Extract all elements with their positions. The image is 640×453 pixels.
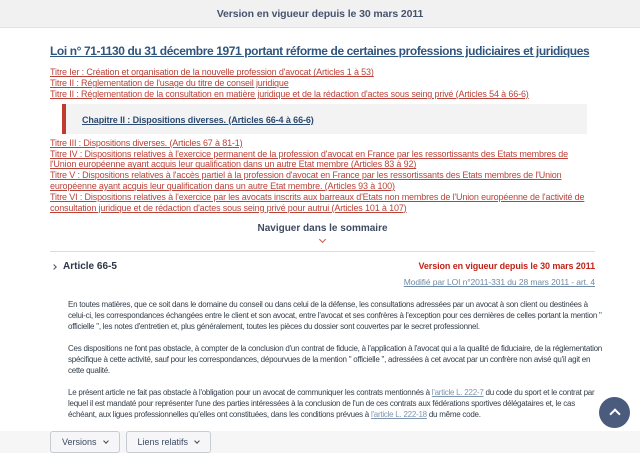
toc-link-titre-2-consultation[interactable]: Titre II : Réglementation de la consultation en matière juridique et de la rédaction d'actes sous seing privé (Articles 54 à 66-6) (50, 88, 529, 99)
liens-relatifs-button[interactable] (126, 431, 212, 453)
chevron-down-icon (103, 439, 109, 445)
article-paragraph-2: Ces dispositions ne font pas obstacle, à compter de la conclusion d'un contrat de fiducie, à l'application à l'avocat qui a la qualité de fiduciaire, de la réglementation spécifique à cette activité, sauf pour les correspondances, dépourvues de la mention " officielle ", adressées à cet avocat par un confrère non avisé qu'il agit en cette qualité. (68, 344, 602, 376)
chevron-right-icon (51, 264, 57, 270)
document-title-link[interactable]: Loi n° 71-1130 du 31 décembre 1971 portant réforme de certaines professions judiciaires et juridiques (50, 44, 590, 58)
toc-current-chapter[interactable] (62, 104, 587, 134)
article-paragraph-1: En toutes matières, que ce soit dans le domaine du conseil ou dans celui de la défense, les consultations adressées par un avocat à son client ou destinées à celui-ci, les correspondances échangées entre le client et son avocat, entre l'avocat et ses confrères à l'exception pour ces dernières de celles portant la mention " officielle ", les notes d'entretien et, plus généralement, toutes les pièces du dossier sont couvertes par le secret professionnel. (68, 300, 602, 332)
toc-link-titre-1er[interactable]: Titre Ier : Création et organisation de la nouvelle profession d'avocat (Articles 1 à 53) (50, 67, 374, 78)
paragraph-text: du même code. (426, 410, 481, 420)
chevron-down-icon (319, 236, 326, 243)
article-header (50, 261, 595, 290)
article-l222-7-link[interactable]: l'article L. 222-7 (431, 388, 484, 398)
article-title[interactable] (50, 261, 117, 272)
scroll-to-top-button[interactable] (599, 397, 630, 428)
article-l222-18-link[interactable]: l'article L. 222-18 (370, 410, 427, 420)
toc-link-titre-5[interactable]: Titre V : Dispositions relatives à l'accès partiel à la profession d'avocat en France par les ressortissants des Etats membres de l'Union européenne ayant acquis leur qualification dans un autre Etat membre. (Articles 93 à 100) (50, 170, 562, 191)
navigate-summary-label: Naviguer dans le sommaire (257, 223, 388, 235)
article-actions (50, 431, 595, 453)
chevron-up-icon (609, 408, 620, 419)
navigate-summary-toggle[interactable] (50, 223, 595, 242)
toc-link-chapitre-2[interactable]: Chapitre II : Dispositions diverses. (Articles 66-4 à 66-6) (82, 114, 314, 125)
liens-relatifs-button-label: Liens relatifs (137, 437, 189, 448)
paragraph-text: du code du sport et le contrat par lequel il est mandaté pour représenter l'une des parties intéressées à la conclusion de l'un de ces contrats aux fédérations sportives délégataires et, le cas échéant, aux ligues professionnelles qu'elles ont constituées, dans les conditions prévues à (68, 388, 595, 420)
versions-button[interactable] (50, 431, 120, 453)
table-of-contents-top (50, 67, 595, 99)
version-banner (0, 0, 640, 28)
article-meta (404, 261, 595, 290)
article-title-label: Article 66-5 (63, 261, 117, 273)
article-version-status: Version en vigueur depuis le 30 mars 2011 (418, 261, 595, 272)
toc-link-titre-6[interactable]: Titre VI : Dispositions relatives à l'exercice par les avocats inscrits aux barreaux d'Etats non membres de l'Union européenne de l'activité de consultation juridique et de rédaction d'actes sous seing privé pour autrui (Articles 101 à 107) (50, 191, 585, 213)
modified-by-link[interactable]: Modifié par LOI n°2011-331 du 28 mars 2011 - art. 4 (403, 277, 595, 288)
article-paragraph-3 (68, 387, 605, 420)
toc-link-titre-2-usage[interactable]: Titre II : Réglementation de l'usage du titre de conseil juridique (50, 78, 289, 89)
toc-link-titre-4[interactable]: Titre IV : Dispositions relatives à l'exercice permanent de la profession d'avocat en France par les ressortissants des Etats membres de l'Union européenne ayant acquis leur qualification dans un autre Etat membre (Articles 83 à 92) (50, 148, 568, 170)
chevron-down-icon (194, 439, 200, 445)
main-content (0, 28, 640, 453)
table-of-contents-bottom (50, 138, 595, 214)
toc-link-titre-3[interactable]: Titre III : Dispositions diverses. (Articles 67 à 81-1) (50, 137, 243, 148)
version-banner-text: Version en vigueur depuis le 30 mars 2011 (216, 7, 424, 20)
paragraph-text: Le présent article ne fait pas obstacle à l'obligation pour un avocat de communiquer les contrats mentionnés à (68, 388, 432, 398)
section-divider (50, 251, 595, 252)
versions-button-label: Versions (62, 437, 97, 448)
article-body (68, 299, 605, 420)
